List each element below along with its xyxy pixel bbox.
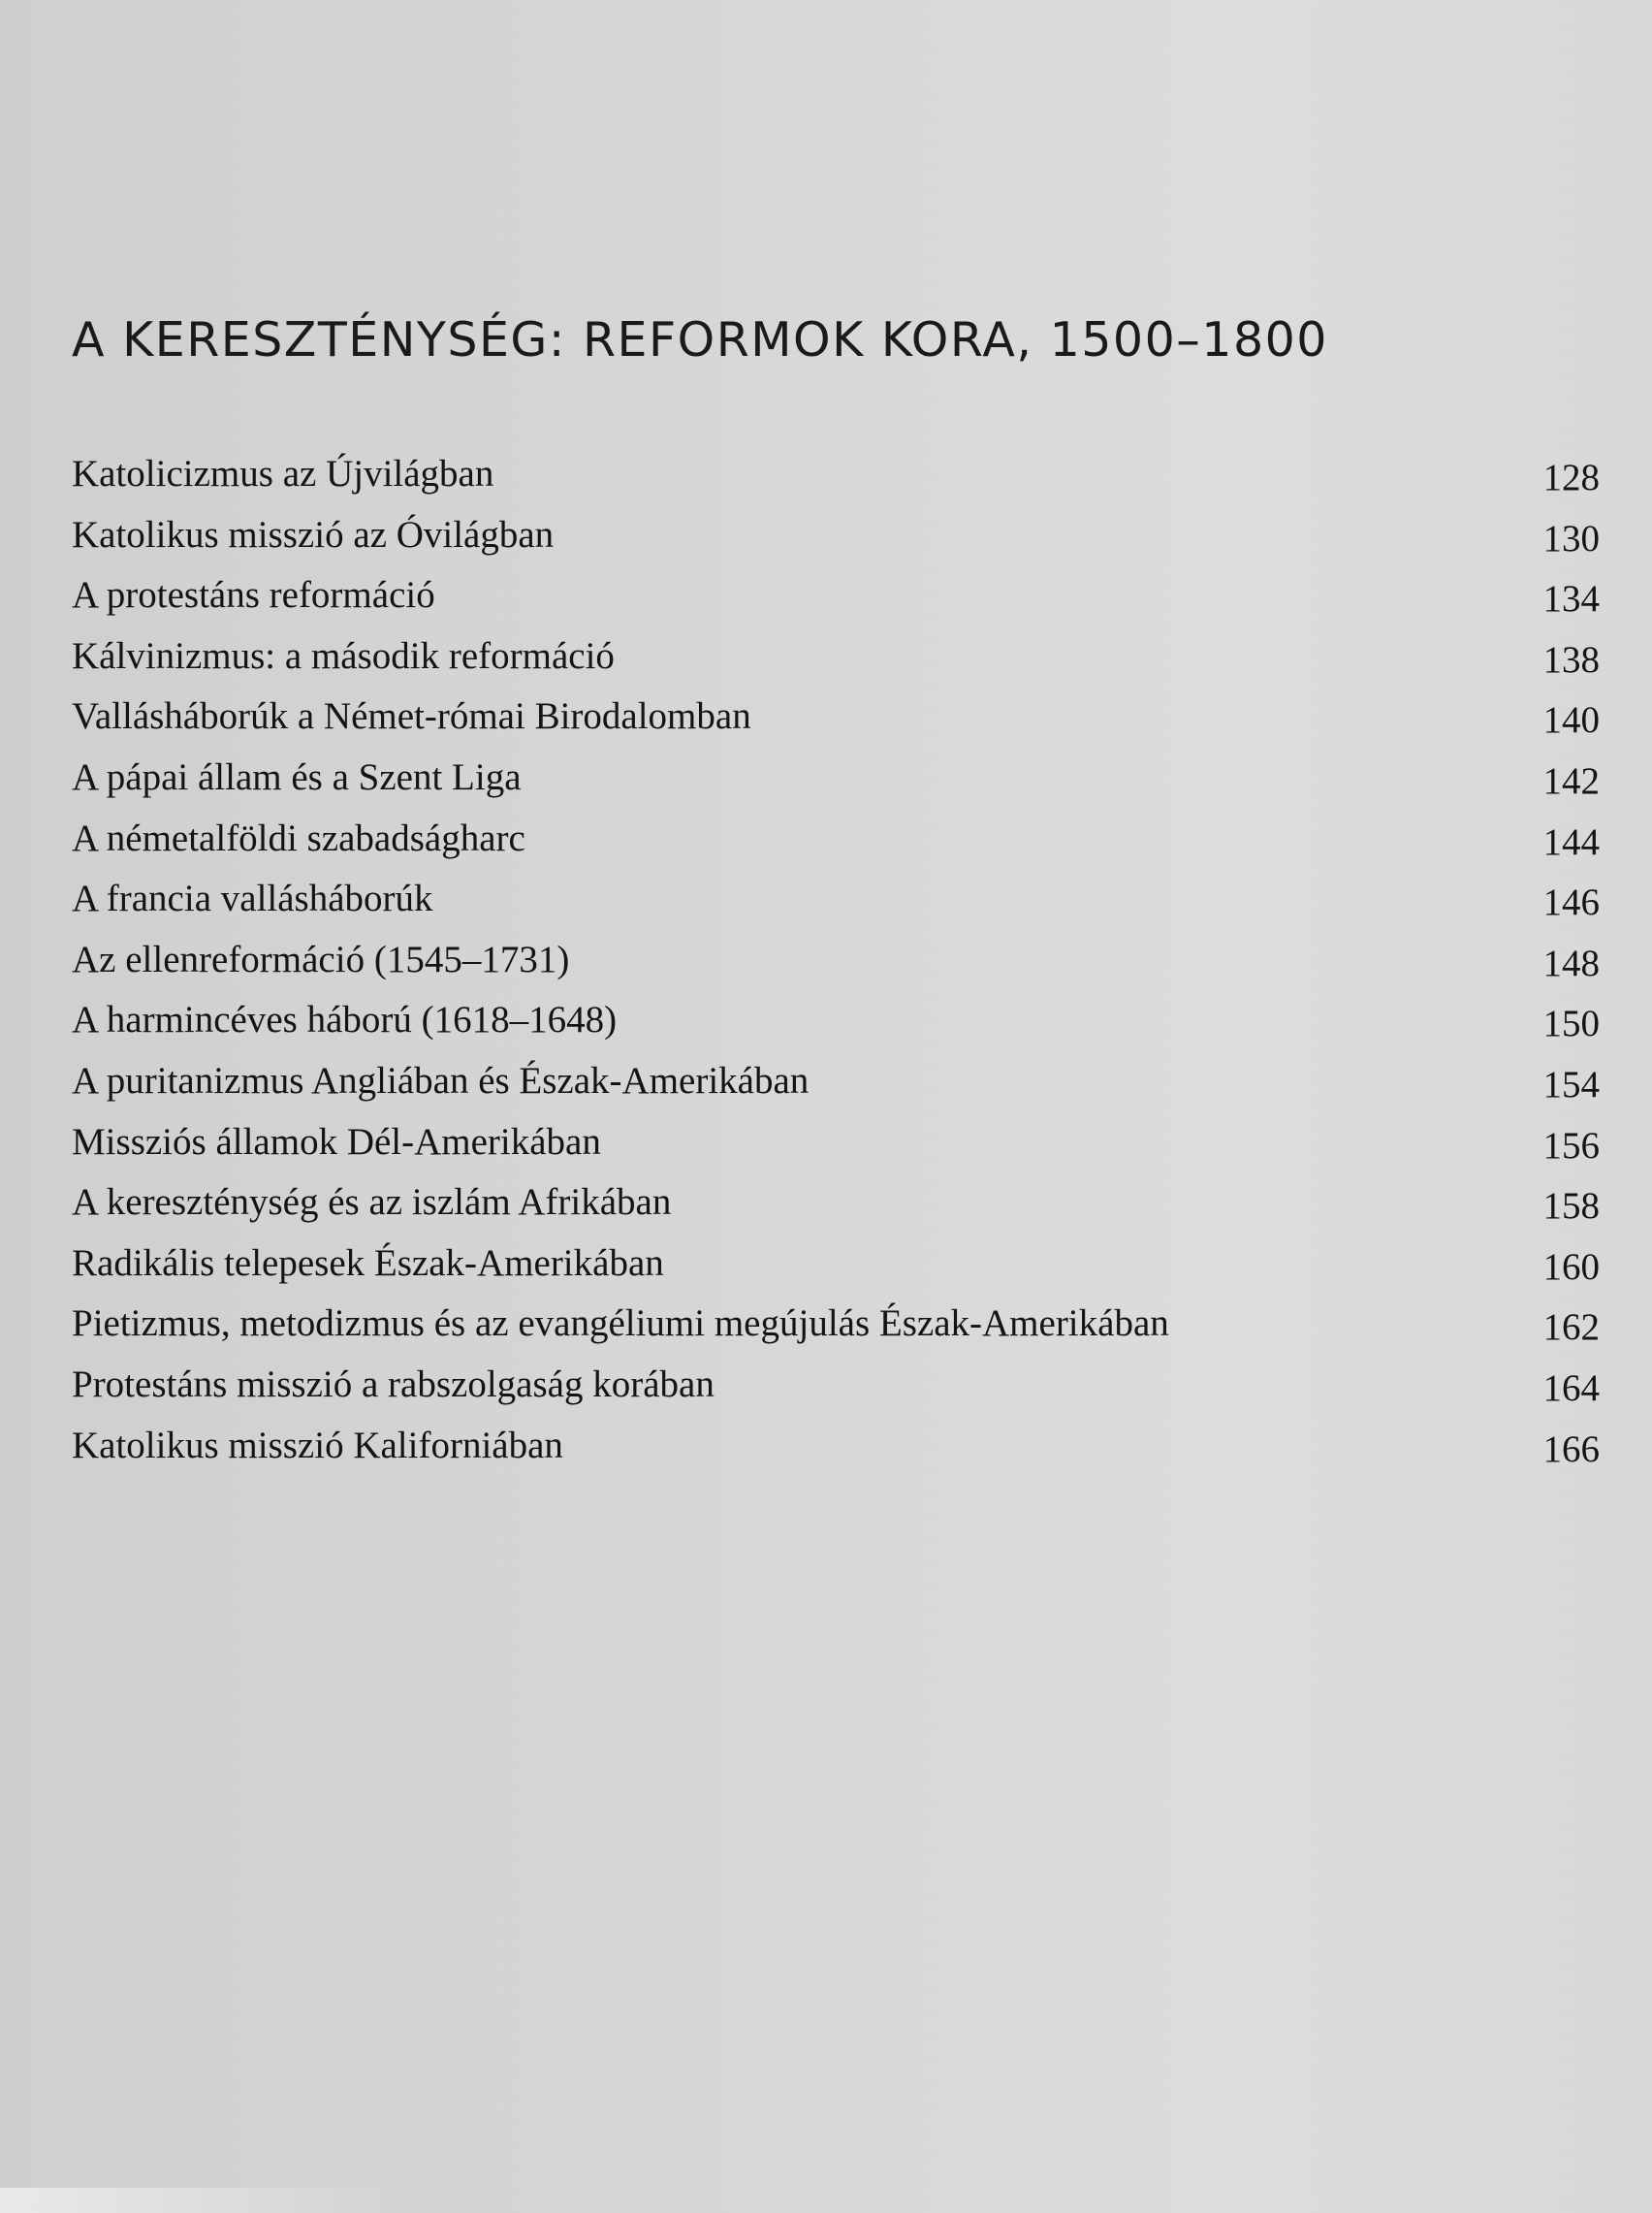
toc-entry-page: 134 xyxy=(1542,578,1600,621)
toc-entry xyxy=(72,1416,1600,1477)
toc-entry-page: 162 xyxy=(1542,1306,1600,1349)
toc-entry-page: 166 xyxy=(1542,1427,1600,1470)
toc-entry xyxy=(72,930,1600,991)
toc-entry xyxy=(72,1051,1600,1112)
toc-entry-page: 130 xyxy=(1542,517,1600,560)
toc-entry xyxy=(72,869,1600,930)
toc-entry-title: A protestáns reformáció xyxy=(72,574,435,617)
section-title: A KERESZTÉNYSÉG: REFORMOK KORA, 1500–1800 xyxy=(72,312,1328,368)
toc-entry-title: A francia vallásháborúk xyxy=(72,878,433,920)
toc-entry-page: 164 xyxy=(1542,1366,1600,1409)
toc-entry xyxy=(72,687,1600,748)
toc-entry-title: Vallásháborúk a Német-római Birodalomban xyxy=(72,695,751,738)
toc-entry xyxy=(72,809,1600,870)
toc-entry-page: 138 xyxy=(1542,638,1600,681)
toc-entry-title: Katolikus misszió az Óvilágban xyxy=(72,513,555,556)
toc-entry xyxy=(72,1294,1600,1355)
toc-entry-page: 140 xyxy=(1542,699,1600,742)
toc-entry-page: 142 xyxy=(1542,759,1600,802)
toc-entry-page: 154 xyxy=(1542,1063,1600,1106)
toc-entry-page: 128 xyxy=(1542,457,1600,498)
toc-entry xyxy=(72,505,1600,566)
toc-entry-page: 160 xyxy=(1542,1245,1600,1288)
toc-entry xyxy=(72,1172,1600,1234)
toc-entry-page: 158 xyxy=(1542,1185,1600,1228)
toc-entry xyxy=(72,1355,1600,1416)
toc-entry-page: 146 xyxy=(1542,882,1600,924)
toc-entry xyxy=(72,565,1600,626)
toc-entry-title: Pietizmus, metodizmus és az evangéliumi megújulás Észak-Amerikában xyxy=(72,1302,1169,1345)
toc-entry-page: 144 xyxy=(1542,820,1600,863)
toc-entry-title: Az ellenreformáció (1545–1731) xyxy=(72,938,570,980)
toc-entry-page: 148 xyxy=(1542,942,1600,984)
toc-entry-title: Protestáns misszió a rabszolgaság korában xyxy=(72,1363,715,1405)
toc-entry xyxy=(72,626,1600,688)
toc-entry-title: Radikális telepesek Észak-Amerikában xyxy=(72,1241,664,1284)
toc-entry-title: Missziós államok Dél-Amerikában xyxy=(72,1120,601,1163)
table-of-contents xyxy=(72,444,1600,1476)
toc-entry-title: A németalföldi szabadságharc xyxy=(72,817,525,859)
toc-entry-title: A harmincéves háború (1618–1648) xyxy=(72,999,618,1042)
toc-entry xyxy=(72,990,1600,1051)
toc-entry-title: Katolikus misszió Kaliforniában xyxy=(72,1424,563,1466)
toc-entry-title: A pápai állam és a Szent Liga xyxy=(72,755,522,798)
toc-entry xyxy=(72,1112,1600,1173)
watermark-band xyxy=(0,2188,407,2213)
toc-entry-title: A puritanizmus Angliában és Észak-Amerikában xyxy=(72,1059,810,1102)
toc-entry-page: 156 xyxy=(1542,1124,1600,1167)
toc-entry xyxy=(72,1234,1600,1295)
toc-entry-title: Katolicizmus az Újvilágban xyxy=(72,453,494,495)
toc-entry xyxy=(72,444,1600,505)
toc-entry-page: 150 xyxy=(1542,1003,1600,1045)
toc-entry-title: A kereszténység és az iszlám Afrikában xyxy=(72,1181,672,1224)
toc-entry-title: Kálvinizmus: a második reformáció xyxy=(72,634,615,677)
toc-entry xyxy=(72,748,1600,809)
